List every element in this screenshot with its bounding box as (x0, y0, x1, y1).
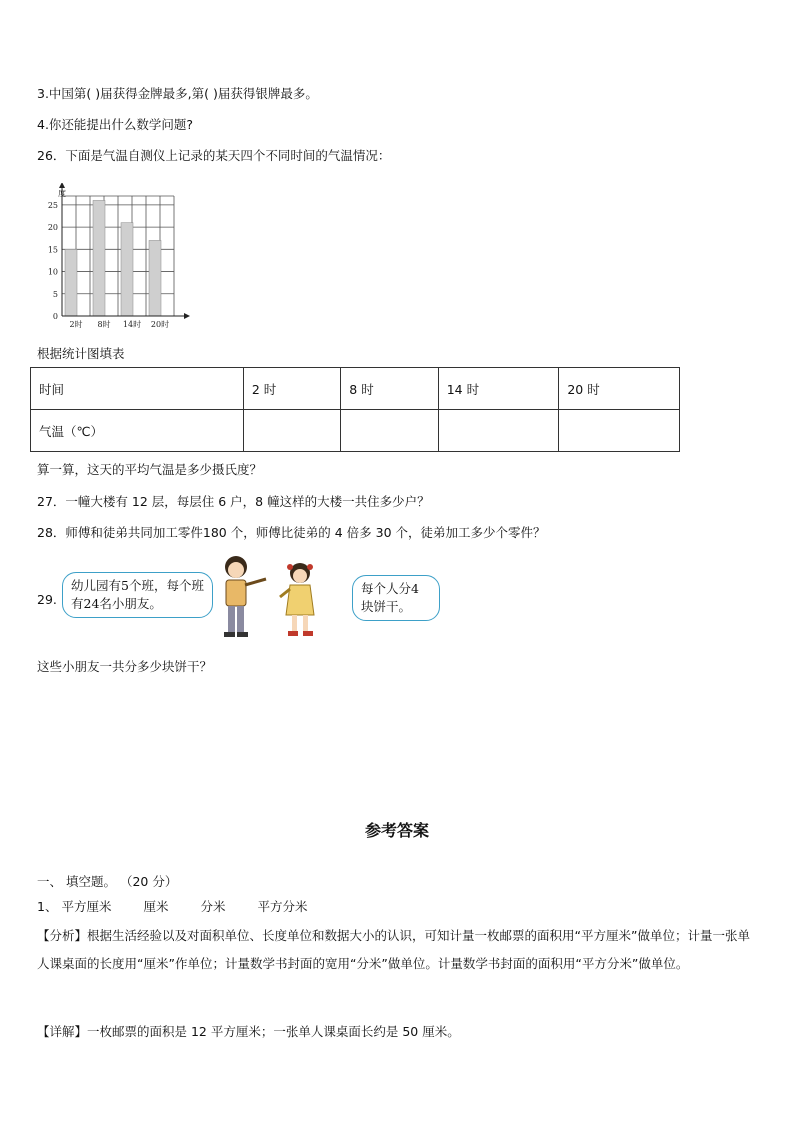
chart-bar (65, 249, 77, 316)
question-26: 26．下面是气温自测仪上记录的某天四个不同时间的气温情况： (37, 148, 391, 163)
answer-cell[interactable] (341, 410, 438, 452)
question-29-text: 这些小朋友一共分多少块饼干？ (37, 659, 213, 674)
header-cell-14: 14 时 (438, 368, 559, 410)
row-label-temperature: 气温（℃） (31, 410, 244, 452)
answer-cell[interactable] (243, 410, 340, 452)
table-caption: 根据统计图填表 (37, 346, 125, 361)
header-cell-20: 20 时 (559, 368, 680, 410)
chart-ylabel: 度 (58, 189, 66, 198)
chart-bar (93, 200, 105, 316)
table-answer-row (31, 410, 680, 452)
chart-bar (121, 223, 133, 316)
question-4: 4.你还能提出什么数学问题? (37, 117, 194, 132)
answer-analysis: 【分析】根据生活经验以及对面积单位、长度单位和数据大小的认识，可知计量一枚邮票的面积用“平方厘米”做单位；计量一张单人课桌面的长度用“厘米”作单位；计量数学书封面的宽用“分米”做单位。计量数学书封面的面积用“平方分米”做单位。 (37, 928, 750, 971)
question-28: 28．师傅和徒弟共同加工零件180 个，师傅比徒弟的 4 倍多 30 个，徒弟加工多少个零件？ (37, 525, 546, 540)
table-header-row (31, 368, 680, 410)
chart-xtick-label: 8时 (97, 320, 111, 328)
answer-option: 平方厘米 (61, 899, 112, 914)
answers-title: 参考答案 (364, 821, 429, 840)
temperature-bar-chart (40, 183, 190, 328)
chart-ytick-label: 15 (47, 245, 58, 255)
answer-option: 平方分米 (257, 899, 308, 914)
answer-1-number: 1、 (37, 899, 58, 914)
chart-ytick-label: 20 (47, 223, 58, 233)
header-cell-8: 8 时 (341, 368, 438, 410)
answer-1-row (37, 897, 335, 915)
header-cell-2: 2 时 (243, 368, 340, 410)
header-cell-time: 时间 (31, 368, 244, 410)
question-3: 3.中国第( )届获得金牌最多,第( )届获得银牌最多。 (37, 86, 318, 101)
chart-ytick-label: 25 (47, 200, 58, 210)
answer-option: 厘米 (143, 899, 169, 914)
answer-detail: 【详解】一枚邮票的面积是 12 平方厘米；一张单人课桌面长约是 50 厘米。 (37, 1024, 460, 1039)
question-27: 27．一幢大楼有 12 层，每层住 6 户，8 幢这样的大楼一共住多少户？ (37, 494, 430, 509)
chart-bar (149, 240, 161, 316)
children-illustration (208, 553, 328, 643)
answers-section-heading: 一、 填空题。 （20 分） (37, 874, 178, 889)
temperature-table (30, 367, 680, 452)
chart-ytick-label: 5 (52, 289, 58, 299)
question-29-number: 29. (37, 592, 57, 607)
chart-ytick-label: 10 (47, 267, 58, 277)
chart-xtick-label: 2时 (69, 320, 83, 328)
chart-xtick-label: 20时 (150, 320, 170, 328)
speech-bubble-left: 幼儿园有5个班，每个班有24名小朋友。 (62, 572, 213, 618)
answer-cell[interactable] (438, 410, 559, 452)
answer-cell[interactable] (559, 410, 680, 452)
answer-option: 分米 (200, 899, 226, 914)
question-26-followup: 算一算，这天的平均气温是多少摄氏度？ (37, 462, 263, 477)
speech-bubble-right: 每个人分4块饼干。 (352, 575, 440, 621)
chart-ytick-label: 0 (52, 312, 58, 321)
chart-xtick-label: 14时 (122, 320, 142, 328)
